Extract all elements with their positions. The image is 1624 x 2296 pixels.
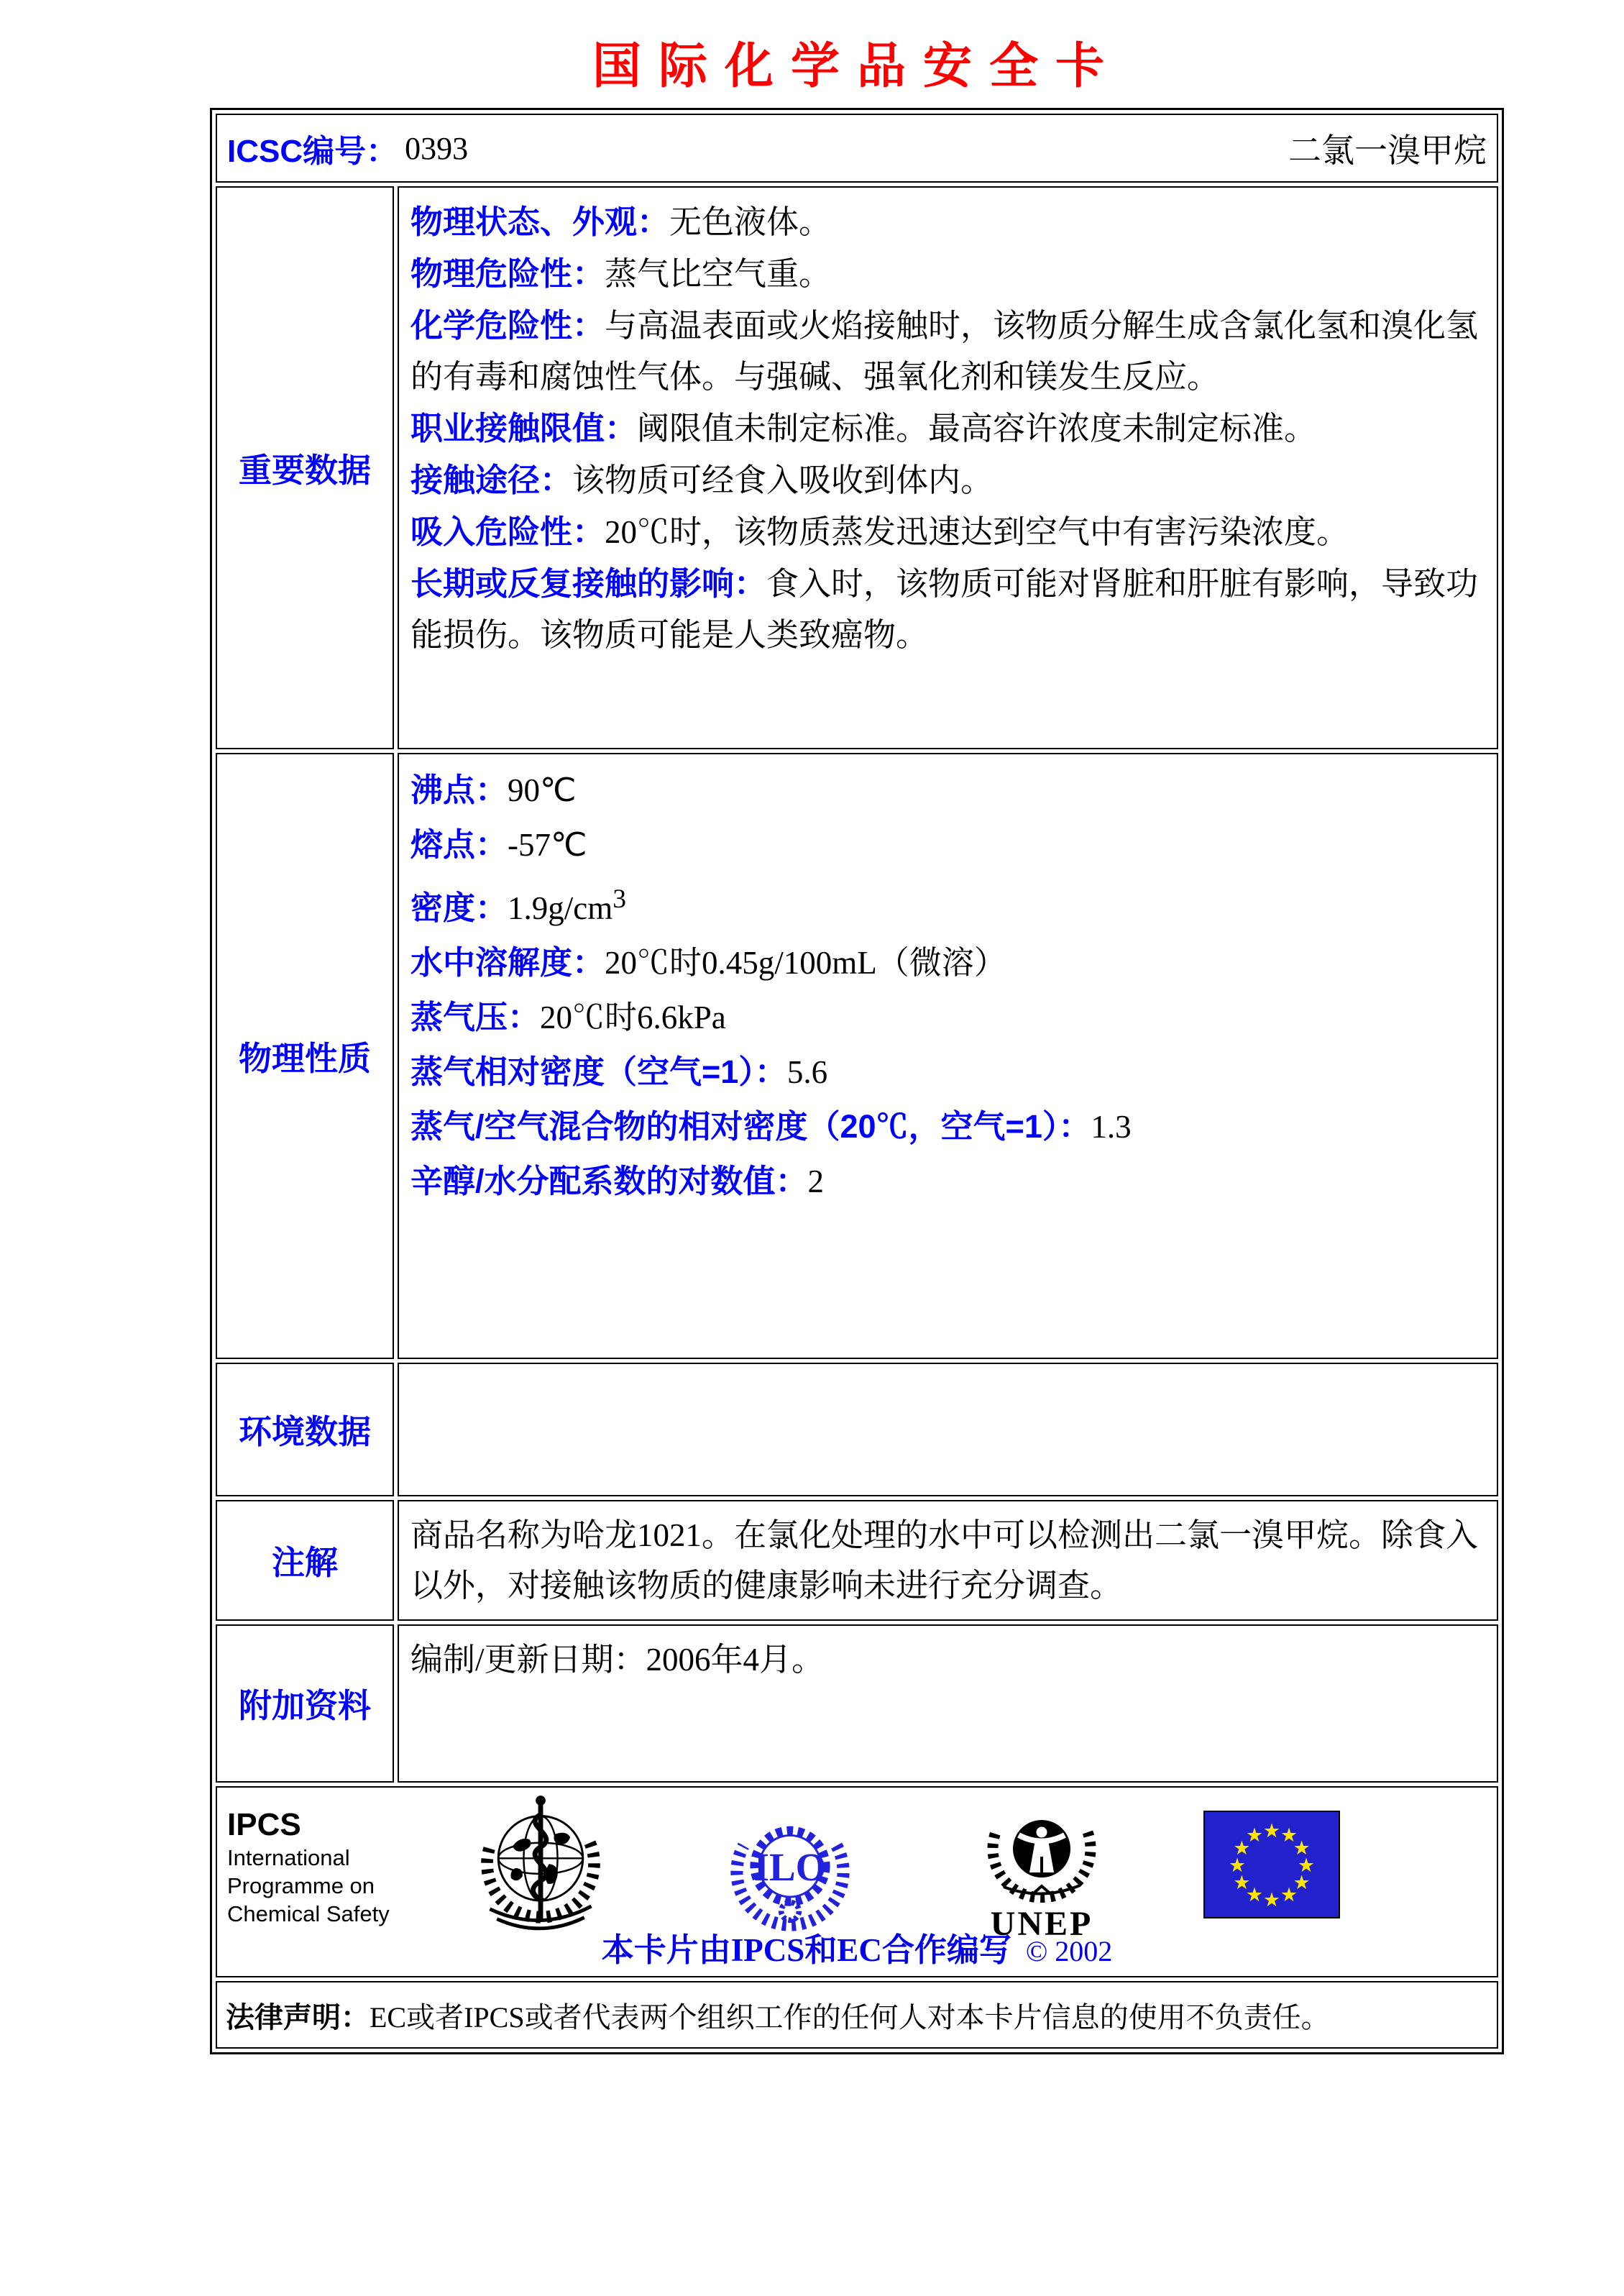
data-line: 蒸气相对密度（空气=1）：5.6 xyxy=(410,1053,828,1090)
section-row-physical-properties xyxy=(216,753,1498,1359)
eu-flag-icon xyxy=(1203,1811,1340,1918)
section-content-additional-information xyxy=(398,1624,1498,1783)
unep-logo-icon xyxy=(973,1795,1110,1903)
svg-text:★: ★ xyxy=(1297,1854,1316,1877)
legal-row xyxy=(216,1981,1498,2049)
page-title: 国际化学品安全卡 xyxy=(592,38,1121,95)
svg-text:★: ★ xyxy=(1233,1872,1251,1894)
icsc-number-label: ICSC编号： xyxy=(227,134,398,169)
unep-logo-block xyxy=(973,1795,1110,1942)
ipcs-text-block: IPCS International Programme on Chemical Safety xyxy=(227,1807,390,1926)
data-line: 接触途径：该物质可经食入吸收到体内。 xyxy=(410,462,994,498)
credit-line xyxy=(217,1924,1497,1970)
section-content-physical-properties xyxy=(398,753,1498,1359)
logos-cell xyxy=(216,1786,1498,1977)
icsc-card-table xyxy=(210,108,1504,2054)
section-row-notes xyxy=(216,1500,1498,1621)
data-line: 蒸气/空气混合物的相对密度（20℃，空气=1）：1.3 xyxy=(410,1108,1132,1145)
additional-information-text: 编制/更新日期：2006年4月。 xyxy=(410,1642,825,1678)
svg-text:★: ★ xyxy=(1280,1824,1298,1847)
data-line: 水中溶解度：20℃时0.45g/100mL（微溶） xyxy=(410,944,1006,981)
section-label-environmental-data: 环境数据 xyxy=(216,1363,394,1496)
notes-text: 商品名称为哈龙1021。在氯化处理的水中可以检测出二氯一溴甲烷。除食入以外，对接触该物质的健康影响未进行充分调查。 xyxy=(410,1517,1479,1604)
logos-row xyxy=(216,1786,1498,1977)
data-line: 蒸气压：20℃时6.6kPa xyxy=(410,999,726,1035)
svg-text:★: ★ xyxy=(1228,1854,1247,1877)
svg-text:★: ★ xyxy=(1293,1872,1311,1894)
svg-text:★: ★ xyxy=(1233,1837,1251,1860)
svg-text:ILO: ILO xyxy=(753,1845,827,1890)
chemical-name: 二氯一溴甲烷 xyxy=(1288,132,1487,169)
svg-text:★: ★ xyxy=(1293,1837,1311,1860)
data-line: 化学危险性：与高温表面或火焰接触时，该物质分解生成含氯化氢和溴化氢的有毒和腐蚀性气体。与强碱、强氧化剂和镁发生反应。 xyxy=(410,307,1479,395)
ipcs-acronym: IPCS xyxy=(227,1807,301,1842)
section-row-additional-information xyxy=(216,1624,1498,1783)
section-row-environmental-data xyxy=(216,1363,1498,1496)
data-line: 职业接触限值：阈限值未制定标准。最高容许浓度未制定标准。 xyxy=(410,410,1317,447)
copyright-text: © 2002 xyxy=(1025,1935,1113,1967)
section-content-important-data xyxy=(398,186,1498,749)
icsc-number-value: 0393 xyxy=(405,130,469,166)
section-label-notes: 注解 xyxy=(216,1500,394,1621)
data-line: 辛醇/水分配系数的对数值：2 xyxy=(410,1163,825,1199)
credit-text: 本卡片由IPCS和EC合作编写 xyxy=(601,1932,1011,1968)
section-label-physical-properties: 物理性质 xyxy=(216,753,394,1359)
legal-notice-text: EC或者IPCS或者代表两个组织工作的任何人对本卡片信息的使用不负责任。 xyxy=(370,2000,1330,2034)
svg-text:★: ★ xyxy=(1245,1824,1264,1847)
section-label-additional-information: 附加资料 xyxy=(216,1624,394,1783)
ilo-logo-icon xyxy=(722,1798,858,1940)
svg-text:★: ★ xyxy=(1262,1820,1281,1842)
svg-text:★: ★ xyxy=(1262,1889,1281,1911)
data-line: 吸入危险性：20℃时，该物质蒸发迅速达到空气中有害污染浓度。 xyxy=(410,513,1349,550)
card-header-cell xyxy=(216,114,1498,183)
data-line: 沸点：90℃ xyxy=(410,772,577,808)
section-content-environmental-data xyxy=(398,1363,1498,1496)
data-line: 密度：$1.9g/cm^3$ xyxy=(410,884,626,926)
card-header-row xyxy=(216,114,1498,183)
section-row-important-data xyxy=(216,186,1498,749)
legal-notice-label: 法律声明： xyxy=(226,2001,370,2034)
svg-text:★: ★ xyxy=(1280,1884,1298,1906)
legal-cell xyxy=(216,1981,1498,2049)
data-line: 长期或反复接触的影响：食入时，该物质可能对肾脏和肝脏有影响，导致功能损伤。该物质可能是人类致癌物。 xyxy=(410,565,1479,653)
section-content-notes xyxy=(398,1500,1498,1621)
data-line: 物理状态、外观：无色液体。 xyxy=(410,203,832,240)
unep-label: UNEP xyxy=(990,1905,1093,1943)
data-line: 物理危险性：蒸气比空气重。 xyxy=(410,255,832,292)
svg-text:★: ★ xyxy=(1245,1884,1264,1906)
data-line: 熔点：-57℃ xyxy=(410,826,587,863)
section-label-important-data: 重要数据 xyxy=(216,186,394,749)
